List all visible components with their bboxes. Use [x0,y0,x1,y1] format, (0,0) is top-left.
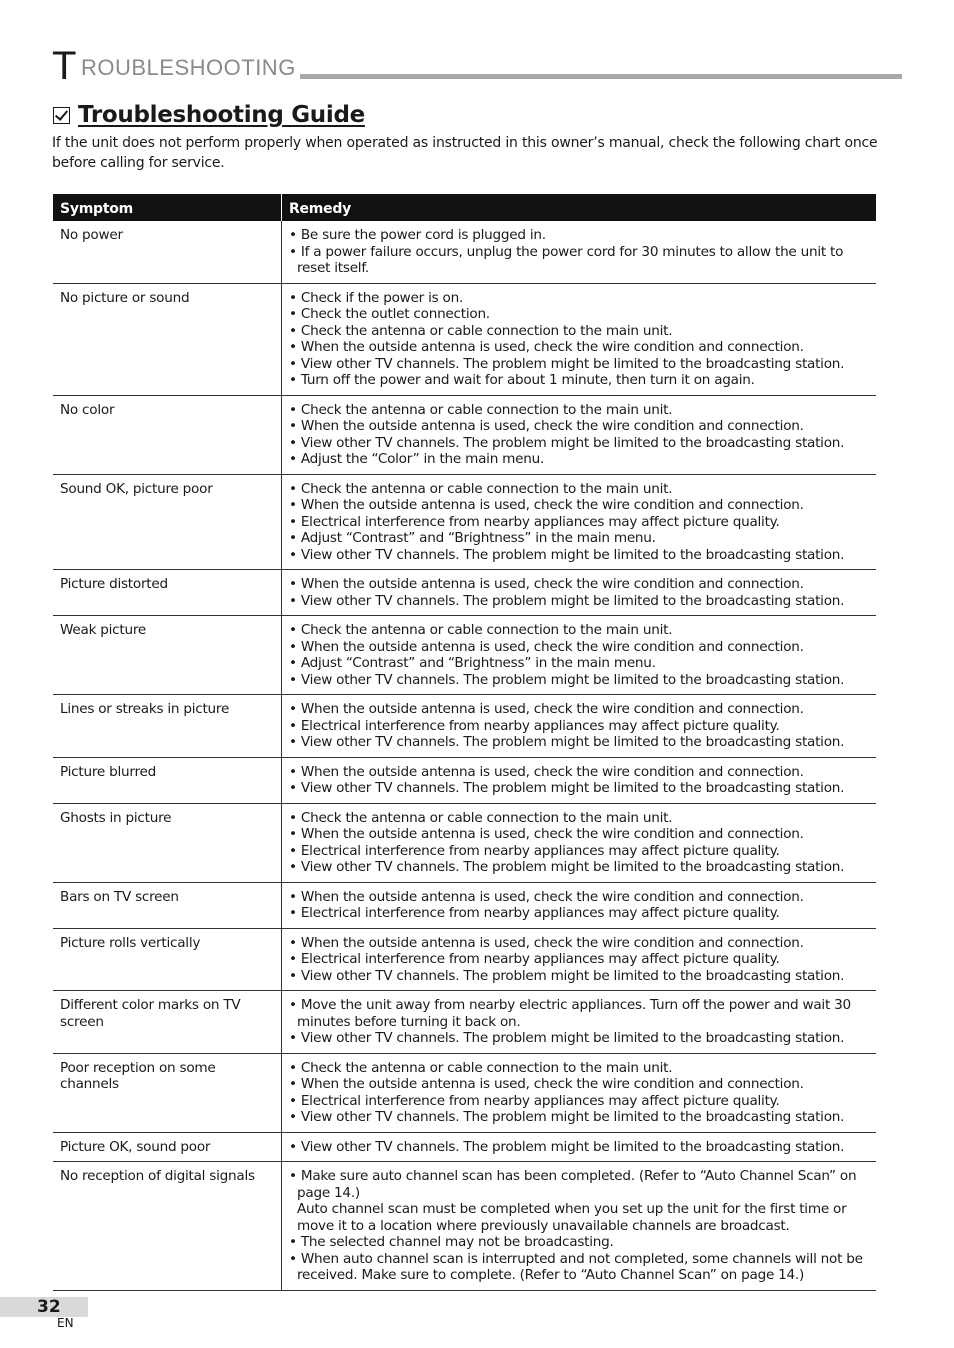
chapter-header [52,44,902,88]
remedy-line: • Check the antenna or cable connection to the main unit. [289,322,673,339]
remedy-line: Auto channel scan must be completed when you set up the unit for the first time or move it to a location where previously unavailable channels are broadcast. [297,1201,847,1234]
remedy-cell [282,928,877,991]
remedy-line: • The selected channel may not be broadcasting. [289,1234,614,1250]
remedy-line: • View other TV channels. The problem might be limited to the broadcasting station. [289,546,845,563]
table-row [53,1053,876,1132]
header-remedy: Remedy [282,194,877,221]
chapter-title-rest: ROUBLESHOOTING [81,55,296,80]
table-row [53,757,876,803]
remedy-line: • View other TV channels. The problem might be limited to the broadcasting station. [289,859,845,875]
remedy-line: • When the outside antenna is used, check the wire condition and connection. [289,418,804,434]
remedy-cell [282,616,877,695]
remedy-line: • Electrical interference from nearby appliances may affect picture quality. [289,951,780,967]
remedy-line: • View other TV channels. The problem might be limited to the broadcasting station. [289,967,845,984]
remedy-line: • When the outside antenna is used, check the wire condition and connection. [289,888,804,905]
table-row [53,882,876,928]
table-row [53,616,876,695]
intro-paragraph: If the unit does not perform properly when operated as instructed in this owner’s manual, check the following chart once before calling for service. [52,135,878,171]
remedy-line: • Electrical interference from nearby appliances may affect picture quality. [289,717,780,734]
remedy-line: • View other TV channels. The problem might be limited to the broadcasting station. [289,355,845,372]
remedy-line: • When the outside antenna is used, check the wire condition and connection. [289,497,804,513]
remedy-cell [282,991,877,1054]
section-heading [53,100,365,130]
symptom-cell: Picture blurred [53,757,282,803]
remedy-cell [282,395,877,474]
remedy-cell [282,882,877,928]
checkbox-icon [53,107,70,124]
remedy-line: • When the outside antenna is used, check the wire condition and connection. [289,934,804,951]
remedy-line: • Electrical interference from nearby appliances may affect picture quality. [289,842,780,859]
table-row [53,803,876,882]
remedy-line: • Check the antenna or cable connection to the main unit. [289,809,673,826]
table-row [53,991,876,1054]
remedy-line: • View other TV channels. The problem might be limited to the broadcasting station. [289,671,845,688]
remedy-cell [282,1132,877,1162]
remedy-line: • Move the unit away from nearby electric appliances. Turn off the power and wait 30 minutes before turning it back on. [289,997,851,1030]
language-code: EN [57,1316,74,1330]
table-row [53,221,876,283]
remedy-line: • Check the antenna or cable connection to the main unit. [289,1059,673,1076]
table-row [53,570,876,616]
remedy-cell [282,570,877,616]
remedy-line: • Check the outlet connection. [289,306,490,322]
remedy-line: • Make sure auto channel scan has been completed. (Refer to “Auto Channel Scan” on page 14.) [289,1168,857,1201]
table-row [53,1132,876,1162]
remedy-line: • If a power failure occurs, unplug the power cord for 30 minutes to allow the unit to reset itself. [289,243,844,276]
remedy-line: • Adjust “Contrast” and “Brightness” in the main menu. [289,530,656,546]
remedy-line: • When the outside antenna is used, check the wire condition and connection. [289,339,804,355]
remedy-cell [282,283,877,395]
table-header-row [53,194,876,221]
remedy-cell [282,1162,877,1291]
symptom-cell: Lines or streaks in picture [53,695,282,758]
symptom-cell: No color [53,395,282,474]
remedy-line: • When the outside antenna is used, check the wire condition and connection. [289,1076,804,1092]
remedy-cell [282,1053,877,1132]
remedy-line: • View other TV channels. The problem might be limited to the broadcasting station. [289,1030,845,1046]
symptom-cell: Picture rolls vertically [53,928,282,991]
header-rule [300,74,902,79]
symptom-cell: Picture distorted [53,570,282,616]
table-body [53,221,876,1290]
header-symptom: Symptom [53,194,282,221]
remedy-line: • View other TV channels. The problem might be limited to the broadcasting station. [289,1109,845,1125]
remedy-line: • View other TV channels. The problem might be limited to the broadcasting station. [289,780,845,796]
remedy-line: • When the outside antenna is used, check the wire condition and connection. [289,576,804,592]
table-row [53,474,876,570]
table-row [53,395,876,474]
remedy-line: • View other TV channels. The problem might be limited to the broadcasting station. [289,734,845,750]
remedy-line: • Check the antenna or cable connection to the main unit. [289,622,673,638]
page-number: 32 [37,1297,61,1317]
symptom-cell: Poor reception on some channels [53,1053,282,1132]
symptom-cell: Picture OK, sound poor [53,1132,282,1162]
table-row [53,928,876,991]
remedy-line: • Adjust “Contrast” and “Brightness” in the main menu. [289,655,656,671]
remedy-line: • Check the antenna or cable connection to the main unit. [289,480,673,497]
table-row [53,283,876,395]
symptom-cell: Different color marks on TV screen [53,991,282,1054]
remedy-line: • Check if the power is on. [289,289,464,306]
remedy-line: • Electrical interference from nearby appliances may affect picture quality. [289,1092,780,1109]
remedy-line: • View other TV channels. The problem might be limited to the broadcasting station. [289,1138,845,1155]
remedy-cell [282,757,877,803]
remedy-line: • Adjust the “Color” in the main menu. [289,451,545,467]
symptom-cell: No power [53,221,282,283]
symptom-cell: No reception of digital signals [53,1162,282,1291]
troubleshooting-table [53,194,876,1291]
symptom-cell: Weak picture [53,616,282,695]
remedy-line: • When the outside antenna is used, check the wire condition and connection. [289,763,804,780]
remedy-line: • Check the antenna or cable connection to the main unit. [289,401,673,418]
chapter-title-initial: T [52,44,77,88]
remedy-cell [282,803,877,882]
section-title: Troubleshooting Guide [78,102,365,128]
remedy-line: • Electrical interference from nearby appliances may affect picture quality. [289,513,780,530]
symptom-cell: No picture or sound [53,283,282,395]
symptom-cell: Ghosts in picture [53,803,282,882]
remedy-line: • When the outside antenna is used, check the wire condition and connection. [289,701,804,717]
table-row [53,695,876,758]
page-number-tab [0,1297,88,1317]
remedy-cell [282,221,877,283]
symptom-cell: Sound OK, picture poor [53,474,282,570]
remedy-line: • Be sure the power cord is plugged in. [289,227,546,243]
table-row [53,1162,876,1291]
remedy-line: • Electrical interference from nearby appliances may affect picture quality. [289,905,780,921]
remedy-line: • When the outside antenna is used, check the wire condition and connection. [289,826,804,842]
remedy-line: • When auto channel scan is interrupted and not completed, some channels will not be received. Make sure to complete. (Refer to “Auto Channel Scan” on page 14.) [289,1250,863,1283]
remedy-cell [282,474,877,570]
remedy-line: • View other TV channels. The problem might be limited to the broadcasting station. [289,434,845,451]
remedy-cell [282,695,877,758]
remedy-line: • Turn off the power and wait for about 1 minute, then turn it on again. [289,372,755,388]
remedy-line: • View other TV channels. The problem might be limited to the broadcasting station. [289,592,845,609]
symptom-cell: Bars on TV screen [53,882,282,928]
remedy-line: • When the outside antenna is used, check the wire condition and connection. [289,638,804,655]
